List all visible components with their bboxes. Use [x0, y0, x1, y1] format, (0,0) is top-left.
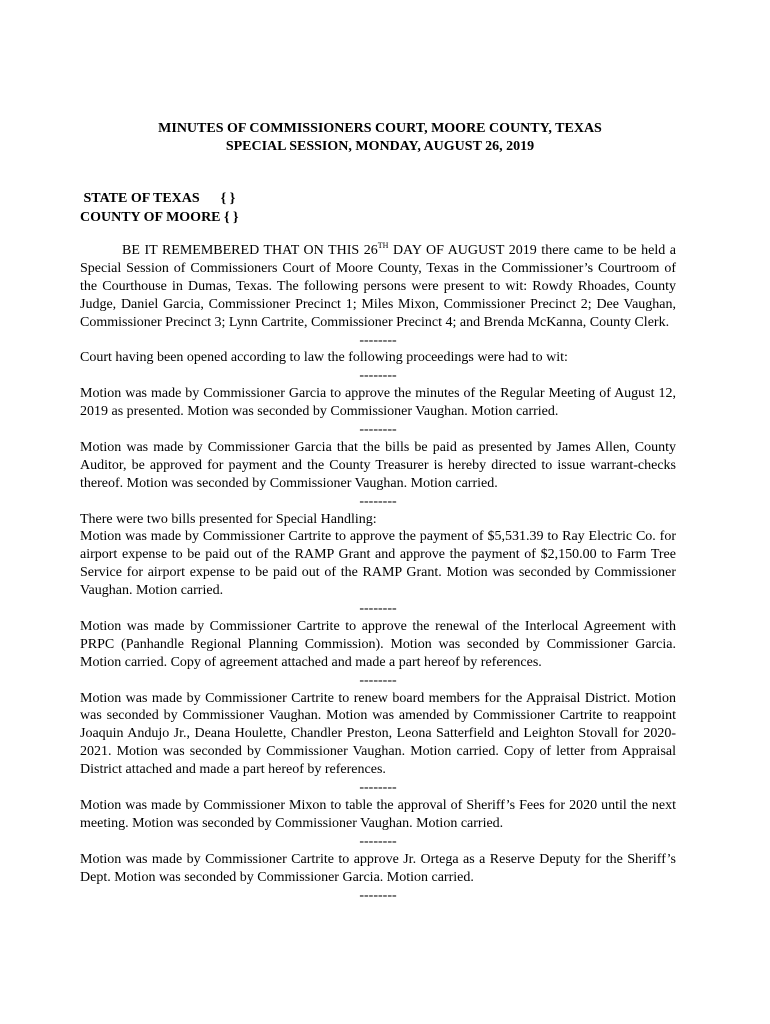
opening-superscript: TH: [377, 241, 389, 250]
separator: --------: [359, 601, 397, 617]
motion-special-handling: Motion was made by Commissioner Cartrite to approve the payment of $5,531.39 to Ray Electric Co. for airport expense to be paid out of the RAMP Grant and approve the payment of $2,150.00 to Farm Tree Service for airport expense to be paid out of the RAMP Grant. Motion was seconded by Commissioner Vaughan. Motion carried.: [80, 529, 676, 599]
separator: --------: [359, 493, 397, 509]
venue-county: COUNTY OF MOORE { }: [80, 210, 239, 225]
document-title: [0, 120, 760, 156]
title-line-1: MINUTES OF COMMISSIONERS COURT, MOORE COUNTY, TEXAS: [158, 121, 602, 136]
separator: --------: [359, 368, 397, 384]
motion-bills: Motion was made by Commissioner Garcia that the bills be paid as presented by James Allen, County Auditor, be approved for payment and the County Treasurer is hereby directed to issue warrant-checks thereof. Motion was seconded by Commissioner Vaughan. Motion carried.: [80, 439, 676, 491]
motion-reserve-deputy: Motion was made by Commissioner Cartrite to approve Jr. Ortega as a Reserve Deputy for the Sheriff’s Dept. Motion was seconded by Commissioner Garcia. Motion carried.: [80, 851, 676, 885]
separator: --------: [359, 780, 397, 796]
title-line-2: SPECIAL SESSION, MONDAY, AUGUST 26, 2019: [225, 139, 535, 154]
opening-paragraph: [80, 242, 676, 332]
court-opened-paragraph: Court having been opened according to law the following proceedings were had to wit:: [80, 350, 568, 366]
separator: --------: [359, 332, 397, 348]
motion-minutes: Motion was made by Commissioner Garcia to approve the minutes of the Regular Meeting of August 12, 2019 as presented. Motion was seconded by Commissioner Vaughan. Motion carried.: [80, 386, 676, 420]
opening-lead: BE IT REMEMBERED THAT ON THIS 26: [122, 243, 378, 258]
motion-sheriff-fees: Motion was made by Commissioner Mixon to table the approval of Sheriff’s Fees for 2020 until the next meeting. Motion was seconded by Commissioner Vaughan. Motion carried.: [80, 797, 676, 831]
separator: --------: [359, 887, 397, 903]
separator: --------: [359, 422, 397, 438]
minutes-body: [80, 242, 676, 904]
motion-appraisal: Motion was made by Commissioner Cartrite to renew board members for the Appraisal District. Motion was seconded by Commissioner Vaughan. Motion was amended by Commissioner Cartrite to reappoint Joaquin Andujo Jr., Deana Houlette, Chandler Preston, Leona Satterfield and Leighton Stovall for 2020-2021. Motion was seconded by Commissioner Vaughan. Motion carried. Copy of letter from Appraisal District attached and made a part hereof by references.: [80, 690, 676, 778]
venue-block: [80, 189, 239, 227]
motion-interlocal: Motion was made by Commissioner Cartrite to approve the renewal of the Interlocal Agreement with PRPC (Panhandle Regional Planning Commission). Motion was seconded by Commissioner Garcia. Motion carried. Copy of agreement attached and made a part hereof by references.: [80, 618, 676, 670]
venue-state: STATE OF TEXAS { }: [80, 191, 236, 206]
special-handling-intro: There were two bills presented for Special Handling:: [80, 511, 377, 527]
opening-rest: DAY OF AUGUST 2019 there came to be held a Special Session of Commissioners Court of Moore County, Texas in the Commissioner’s Courtroom of the Courthouse in Dumas, Texas. The following persons were present to wit: Rowdy Rhoades, County Judge, Daniel Garcia, Commissioner Precinct 1; Miles Mixon, Commissioner Precinct 2; Dee Vaughan, Commissioner Precinct 3; Lynn Cartrite, Commissioner Precinct 4; and Brenda McKanna, County Clerk.: [80, 243, 676, 330]
separator: --------: [359, 833, 397, 849]
separator: --------: [359, 672, 397, 688]
